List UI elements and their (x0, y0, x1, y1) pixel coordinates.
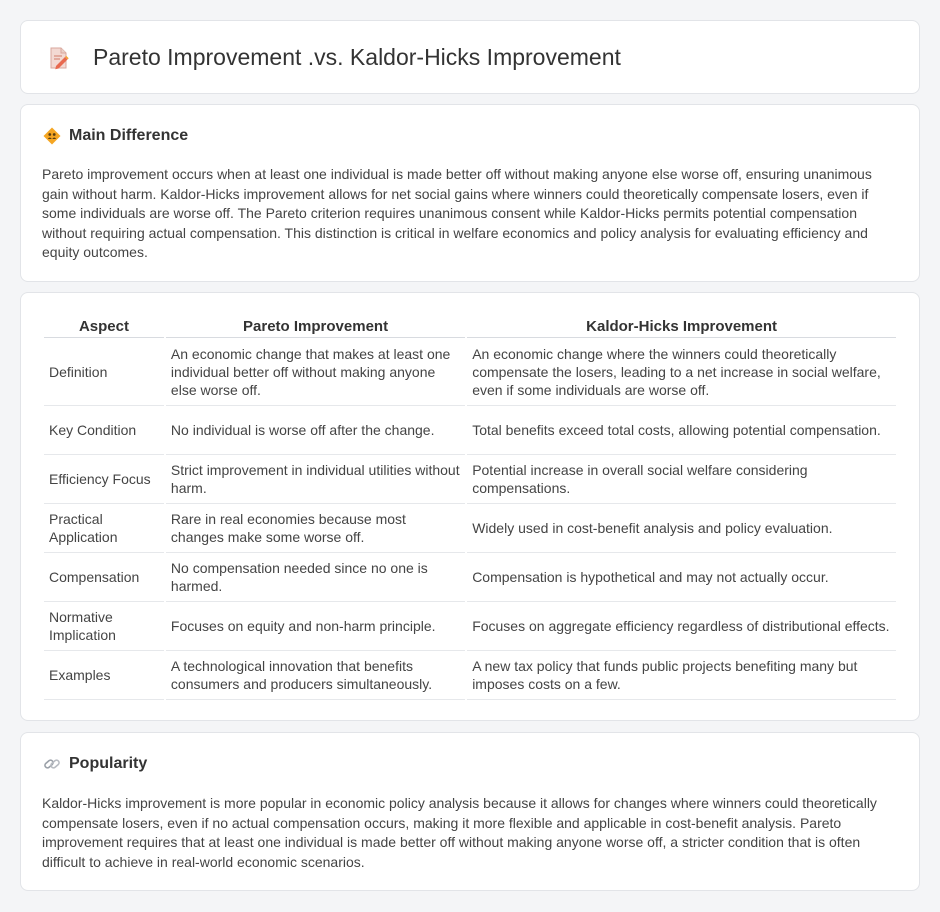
table-row (44, 338, 896, 406)
aspect-cell: Efficiency Focus (44, 455, 164, 504)
comparison-table (42, 316, 898, 700)
page-title: Pareto Improvement .vs. Kaldor-Hicks Improvement (93, 44, 621, 70)
table-row (44, 651, 896, 700)
pareto-cell: An economic change that makes at least one individual better off without making anyone else worse off. (166, 338, 465, 406)
column-header-kaldor-hicks: Kaldor-Hicks Improvement (467, 316, 896, 338)
table-row (44, 553, 896, 602)
table-row (44, 455, 896, 504)
link-icon (43, 755, 61, 773)
main-difference-card (20, 104, 920, 282)
kaldor-hicks-cell: Compensation is hypothetical and may not actually occur. (467, 553, 896, 602)
popularity-header (43, 755, 147, 773)
pareto-cell: No individual is worse off after the change. (166, 406, 465, 455)
table-header-row (44, 316, 896, 338)
aspect-cell: Practical Application (44, 504, 164, 553)
table-row (44, 602, 896, 651)
aspect-cell: Compensation (44, 553, 164, 602)
kaldor-hicks-cell: Total benefits exceed total costs, allowing potential compensation. (467, 406, 896, 455)
title-card (20, 20, 920, 94)
aspect-cell: Examples (44, 651, 164, 700)
kaldor-hicks-cell: Potential increase in overall social welfare considering compensations. (467, 455, 896, 504)
document-pencil-icon (47, 46, 71, 70)
pareto-cell: A technological innovation that benefits consumers and producers simultaneously. (166, 651, 465, 700)
pareto-cell: Rare in real economies because most changes make some worse off. (166, 504, 465, 553)
aspect-cell: Definition (44, 338, 164, 406)
table-row (44, 406, 896, 455)
column-header-aspect: Aspect (44, 316, 164, 338)
table-row (44, 504, 896, 553)
kaldor-hicks-cell: Focuses on aggregate efficiency regardless of distributional effects. (467, 602, 896, 651)
popularity-card (20, 732, 920, 891)
main-difference-heading: Main Difference (69, 127, 189, 144)
main-difference-header (43, 127, 188, 145)
popularity-text: Kaldor-Hicks improvement is more popular in economic policy analysis because it allows for changes where winners could theoretically compensate losers, even if no actual compensation occurs, making it more flexible and applicable in cost-benefit analysis. Pareto improvement requires that at least one individual is made better off without making anyone worse off, a stricter condition that is often difficult to achieve in real-world economic scenarios. (42, 795, 877, 870)
main-difference-text: Pareto improvement occurs when at least one individual is made better off without making anyone else worse off, ensuring unanimous gain without harm. Kaldor-Hicks improvement allows for net social gains where winners could theoretically compensate losers, even if some individuals are worse off. The Pareto criterion requires unanimous consent while Kaldor-Hicks permits potential compensation without requiring actual compensation. This distinction is critical in welfare economics and policy analysis for evaluating efficiency and equity outcomes. (42, 166, 872, 261)
pareto-cell: Strict improvement in individual utilities without harm. (166, 455, 465, 504)
kaldor-hicks-cell: An economic change where the winners could theoretically compensate the losers, leading to a net increase in social welfare, even if some individuals are worse off. (467, 338, 896, 406)
pareto-cell: No compensation needed since no one is harmed. (166, 553, 465, 602)
kaldor-hicks-cell: A new tax policy that funds public projects benefiting many but imposes costs on a few. (467, 651, 896, 700)
kaldor-hicks-cell: Widely used in cost-benefit analysis and policy evaluation. (467, 504, 896, 553)
aspect-cell: Normative Implication (44, 602, 164, 651)
aspect-cell: Key Condition (44, 406, 164, 455)
comparison-table-card (20, 292, 920, 721)
column-header-pareto: Pareto Improvement (166, 316, 465, 338)
diamond-people-icon (43, 127, 61, 145)
pareto-cell: Focuses on equity and non-harm principle. (166, 602, 465, 651)
popularity-heading: Popularity (69, 755, 148, 772)
